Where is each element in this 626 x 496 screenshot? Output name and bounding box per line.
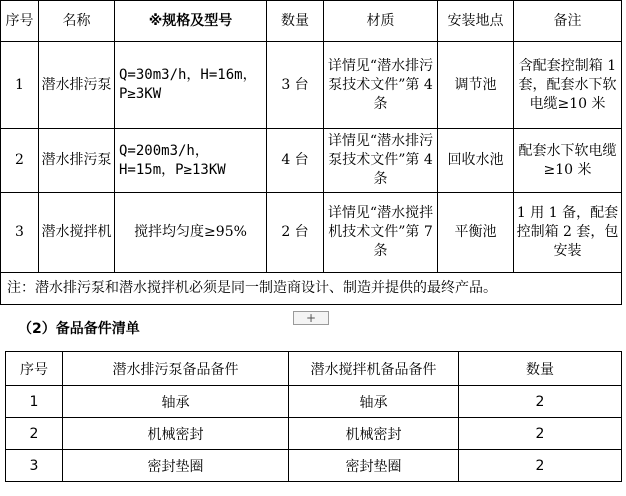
cell-pump-spare: 密封垫圈 (63, 450, 289, 482)
header-cell: 数量 (267, 1, 324, 42)
cell-material: 详情见“潜水排污泵技术文件”第 4 条 (324, 42, 438, 129)
header-cell: 名称 (39, 1, 115, 42)
cell-index: 3 (6, 450, 63, 482)
cell-mixer-spare: 密封垫圈 (289, 450, 459, 482)
header-cell: 序号 (1, 1, 39, 42)
cell-remark: 含配套控制箱 1 套，配套水下软电缆≥10 米 (514, 42, 622, 129)
section-title: （2）备品备件清单 (18, 321, 140, 337)
cell-spec: Q=30m3/h，H=16m，P≥3KW (115, 42, 267, 129)
cell-index: 1 (6, 386, 63, 418)
cell-remark: 配套水下软电缆≥10 米 (514, 129, 622, 193)
cell-index: 1 (1, 42, 39, 129)
header-cell: 数量 (459, 352, 622, 386)
table-row (6, 450, 622, 482)
table-row (1, 42, 622, 129)
header-cell: 备注 (514, 1, 622, 42)
cell-pump-spare: 轴承 (63, 386, 289, 418)
header-cell: 潜水搅拌机备品备件 (289, 352, 459, 386)
cell-index: 2 (6, 418, 63, 450)
cell-location: 平衡池 (438, 193, 514, 273)
cell-index: 2 (1, 129, 39, 193)
header-cell: 材质 (324, 1, 438, 42)
cell-location: 回收水池 (438, 129, 514, 193)
cell-material: 详情见“潜水排污泵技术文件”第 4 条 (324, 129, 438, 193)
spare-parts-table (5, 351, 622, 482)
cell-index: 3 (1, 193, 39, 273)
cell-material: 详情见“潜水搅拌机技术文件”第 7 条 (324, 193, 438, 273)
cell-quantity: 2 台 (267, 193, 324, 273)
header-cell: 序号 (6, 352, 63, 386)
cell-spec: Q=200m3/h，H=15m，P≥13KW (115, 129, 267, 193)
table-row (1, 129, 622, 193)
note-row (1, 273, 622, 305)
cell-quantity: 2 (459, 450, 622, 482)
add-row-button[interactable]: + (293, 311, 329, 325)
cell-name: 潜水搅拌机 (39, 193, 115, 273)
table-row (6, 386, 622, 418)
cell-location: 调节池 (438, 42, 514, 129)
table-header-row (1, 1, 622, 42)
cell-remark: 1 用 1 备，配套控制箱 2 套，包安装 (514, 193, 622, 273)
cell-quantity: 4 台 (267, 129, 324, 193)
cell-quantity: 2 (459, 386, 622, 418)
cell-mixer-spare: 机械密封 (289, 418, 459, 450)
header-cell: 安装地点 (438, 1, 514, 42)
cell-name: 潜水排污泵 (39, 129, 115, 193)
table-row (6, 418, 622, 450)
cell-quantity: 2 (459, 418, 622, 450)
header-cell: 潜水排污泵备品备件 (63, 352, 289, 386)
cell-quantity: 3 台 (267, 42, 324, 129)
table-row (1, 193, 622, 273)
cell-mixer-spare: 轴承 (289, 386, 459, 418)
cell-name: 潜水排污泵 (39, 42, 115, 129)
header-cell: ※规格及型号 (115, 1, 267, 42)
table-note: 注：潜水排污泵和潜水搅拌机必须是同一制造商设计、制造并提供的最终产品。 (1, 273, 622, 305)
table-header-row (6, 352, 622, 386)
cell-spec: 搅拌均匀度≥95% (115, 193, 267, 273)
cell-pump-spare: 机械密封 (63, 418, 289, 450)
